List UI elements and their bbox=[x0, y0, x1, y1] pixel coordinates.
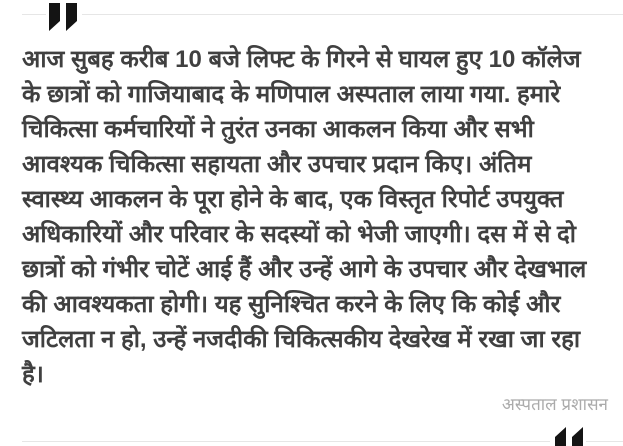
quote-line: है। bbox=[22, 361, 44, 388]
quote-line: छात्रों को गंभीर चोटें आई हैं और उन्हें आगे के उपचार और देखभाल bbox=[22, 256, 587, 283]
quote-line: जटिलता न हो, उन्हें नजदीकी चिकित्सकीय देखरेख में रखा जा रहा bbox=[22, 326, 581, 353]
quote-close-icon bbox=[550, 427, 586, 446]
quote-line: के छात्रों को गाजियाबाद के मणिपाल अस्पताल लाया गया. हमारे bbox=[22, 81, 561, 108]
quote-line: अधिकारियों और परिवार के सदस्यों को भेजी जाएगी। दस में से दो bbox=[22, 221, 576, 248]
quote-line: आज सुबह करीब 10 बजे लिफ्ट के गिरने से घायल हुए 10 कॉलेज bbox=[22, 46, 581, 73]
quote-line: की आवश्यकता होगी। यह सुनिश्चित करने के लिए कि कोई और bbox=[22, 291, 561, 318]
quote-line: आवश्यक चिकित्सा सहायता और उपचार प्रदान किए। अंतिम bbox=[22, 151, 532, 178]
quote-attribution: अस्पताल प्रशासन bbox=[501, 395, 608, 414]
top-divider bbox=[22, 14, 623, 15]
quote-paragraph bbox=[22, 42, 610, 392]
bottom-divider bbox=[22, 441, 623, 442]
quote-line: चिकित्सा कर्मचारियों ने तुरंत उनका आकलन किया और सभी bbox=[22, 116, 534, 143]
quote-open-icon bbox=[46, 3, 82, 31]
quote-line: स्वास्थ्य आकलन के पूरा होने के बाद, एक विस्तृत रिपोर्ट उपयुक्त bbox=[22, 186, 564, 213]
